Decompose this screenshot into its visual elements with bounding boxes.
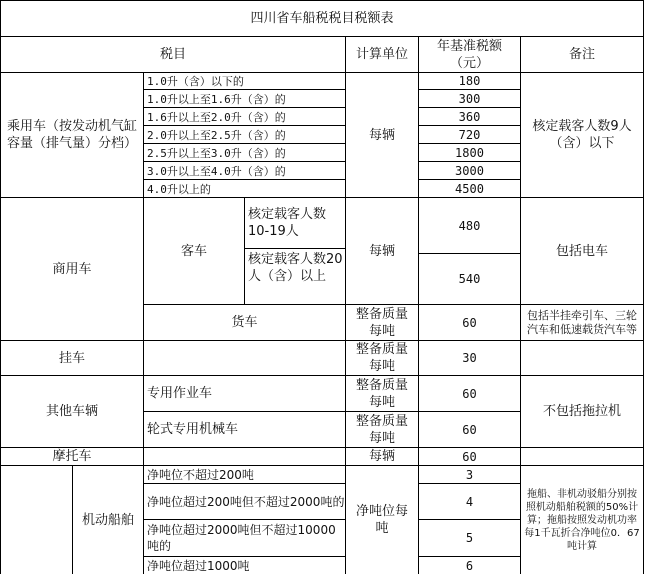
passenger-remark: 核定载客人数9人（含）以下 bbox=[520, 72, 644, 198]
table-title: 四川省车船税税目税额表 bbox=[0, 0, 644, 37]
header-tax-item: 税目 bbox=[0, 36, 346, 73]
passenger-range-7: 4.0升以上的 bbox=[143, 179, 346, 198]
motorcycle-label: 摩托车 bbox=[0, 447, 144, 466]
truck-unit: 整备质量每吨 bbox=[345, 304, 419, 341]
vessel-desc-3: 净吨位超过2000吨但不超过10000吨的 bbox=[143, 519, 346, 557]
trailer-unit: 整备质量每吨 bbox=[345, 340, 419, 376]
passenger-range-1: 1.0升（含）以下的 bbox=[143, 72, 346, 90]
other-unit-1: 整备质量每吨 bbox=[345, 375, 419, 412]
passenger-tax-4: 720 bbox=[418, 125, 521, 144]
commercial-label: 商用车 bbox=[0, 197, 144, 341]
motorcycle-unit: 每辆 bbox=[345, 447, 419, 466]
bus-remark: 包括电车 bbox=[520, 197, 644, 305]
vessel-remark: 拖船、非机动驳船分别按照机动船舶税额的50%计算；拖船按照发动机功率每1千瓦折合净吨位0．67吨计算 bbox=[520, 465, 644, 574]
passenger-range-6: 3.0升以上至4.0升（含）的 bbox=[143, 161, 346, 180]
passenger-unit: 每辆 bbox=[345, 72, 419, 198]
vessel-tax-1: 3 bbox=[418, 465, 521, 484]
other-desc-2: 轮式专用机械车 bbox=[143, 411, 346, 448]
passenger-tax-3: 360 bbox=[418, 107, 521, 126]
motorcycle-empty bbox=[143, 447, 346, 466]
other-label: 其他车辆 bbox=[0, 375, 144, 448]
trailer-remark-empty bbox=[520, 340, 644, 376]
vessel-tax-2: 4 bbox=[418, 483, 521, 520]
trailer-label: 挂车 bbox=[0, 340, 144, 376]
bus-tax-2: 540 bbox=[418, 253, 521, 305]
trailer-empty bbox=[143, 340, 346, 376]
passenger-car-label: 乘用车（按发动机气缸容量（排气量）分档） bbox=[0, 72, 144, 198]
other-tax-1: 60 bbox=[418, 375, 521, 412]
passenger-range-3: 1.6升以上至2.0升（含）的 bbox=[143, 107, 346, 126]
other-unit-2: 整备质量每吨 bbox=[345, 411, 419, 448]
motorcycle-tax: 60 bbox=[418, 447, 521, 466]
truck-tax: 60 bbox=[418, 304, 521, 341]
passenger-tax-7: 4500 bbox=[418, 179, 521, 198]
vessel-desc-2: 净吨位超过200吨但不超过2000吨的 bbox=[143, 483, 346, 520]
passenger-tax-6: 3000 bbox=[418, 161, 521, 180]
passenger-range-2: 1.0升以上至1.6升（含）的 bbox=[143, 89, 346, 108]
vessel-desc-1: 净吨位不超过200吨 bbox=[143, 465, 346, 484]
passenger-tax-2: 300 bbox=[418, 89, 521, 108]
bus-desc-1: 核定载客人数10-19人 bbox=[244, 197, 346, 249]
bus-desc-2: 核定载客人数20人（含）以上 bbox=[244, 248, 346, 305]
header-annual-tax: 年基准税额（元） bbox=[418, 36, 521, 73]
vessel-blank bbox=[0, 465, 73, 574]
other-remark: 不包括拖拉机 bbox=[520, 375, 644, 448]
passenger-range-5: 2.5升以上至3.0升（含）的 bbox=[143, 143, 346, 162]
truck-label: 货车 bbox=[143, 304, 346, 341]
other-desc-1: 专用作业车 bbox=[143, 375, 346, 412]
other-tax-2: 60 bbox=[418, 411, 521, 448]
bus-unit: 每辆 bbox=[345, 197, 419, 305]
vessel-unit: 净吨位每吨 bbox=[345, 465, 419, 574]
bus-tax-1: 480 bbox=[418, 197, 521, 254]
vessel-tax-4: 6 bbox=[418, 556, 521, 574]
passenger-tax-5: 1800 bbox=[418, 143, 521, 162]
passenger-range-4: 2.0升以上至2.5升（含）的 bbox=[143, 125, 346, 144]
vessel-desc-4: 净吨位超过1000吨 bbox=[143, 556, 346, 574]
vessel-tax-3: 5 bbox=[418, 519, 521, 557]
passenger-tax-1: 180 bbox=[418, 72, 521, 90]
vessel-label: 机动船舶 bbox=[72, 465, 144, 574]
header-remark: 备注 bbox=[520, 36, 644, 73]
bus-label: 客车 bbox=[143, 197, 245, 305]
truck-remark: 包括半挂牵引车、三轮汽车和低速载货汽车等 bbox=[520, 304, 644, 341]
motorcycle-remark-empty bbox=[520, 447, 644, 466]
header-unit: 计算单位 bbox=[345, 36, 419, 73]
trailer-tax: 30 bbox=[418, 340, 521, 376]
